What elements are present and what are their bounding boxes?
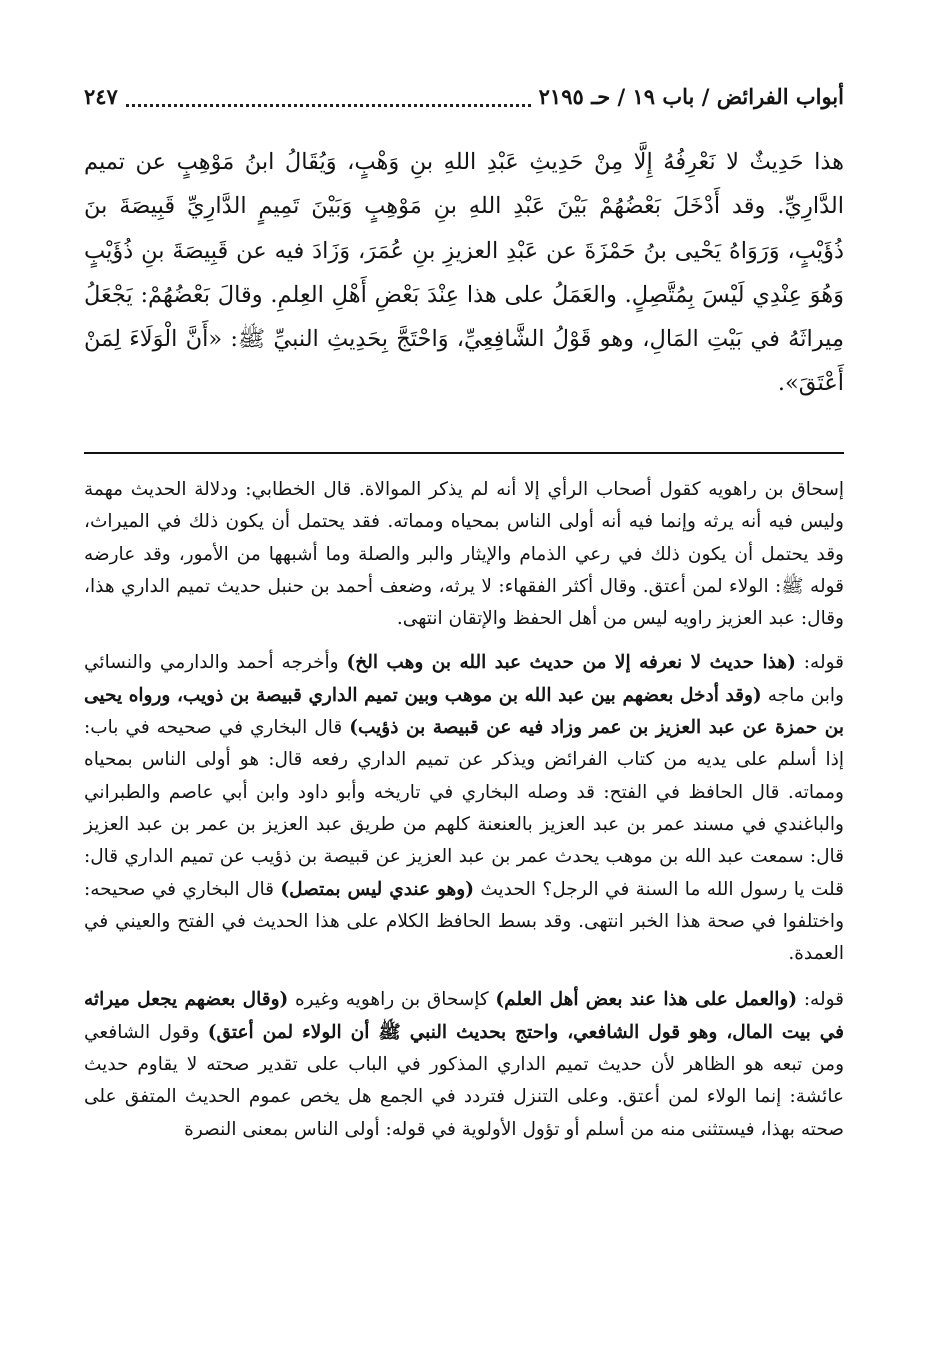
running-header (84, 84, 844, 118)
quoted-text: (والعمل على هذا عند بعض أهل العلم) (495, 989, 798, 1011)
commentary-text: وقول الشافعي ومن تبعه هو الظاهر لأن حديث تميم الداري المذكور في الباب على تقدير صحته لا يقاوم حديث عائشة: إنما الولاء لمن أعتق. وعلى التنزل فتردد في الجمع هل يخص عموم الحديث المتفق على صحته بهذا، فيستثنى منه من أسلم أو تؤول الأولوية في قوله: أولى الناس بمعنى النصرة (84, 1021, 844, 1140)
commentary-paragraph-3 (84, 984, 844, 1145)
commentary-paragraph-1: إسحاق بن راهويه كقول أصحاب الرأي إلا أنه لم يذكر الموالاة. قال الخطابي: ودلالة الحديث مهمة وليس فيه أنه يرثه وإنما فيه أنه أولى الناس بمحياه ومماته. فقد يحتمل أن يكون ذلك في الميراث، وقد يحتمل أن يكون ذلك في رعي الذمام والإيثار والبر والصلة وما أشبهها من الأمور، وقد عارضه قوله ﷺ: الولاء لمن أعتق. وقال أكثر الفقهاء: لا يرثه، وضعف أحمد بن حنبل حديث تميم الداري هذا، وقال: عبد العزيز راويه ليس من أهل الحفظ والإتقان انتهى. (84, 479, 844, 630)
page-number: ٢٤٧ (84, 84, 118, 109)
header-title: أبواب الفرائض / باب ١٩ / حـ ٢١٩٥ (538, 84, 844, 109)
commentary-paragraph-2 (84, 647, 844, 970)
commentary-text: كإسحاق بن راهويه وغيره (288, 989, 496, 1011)
quoted-text: (وهو عندي ليس بمتصل) (280, 878, 474, 900)
commentary-text: قال البخاري في صحيحه في باب: إذا أسلم على يديه من كتاب الفرائض ويذكر عن تميم الداري رفعه قال: هو أولى الناس بمحياه ومماته. قال الحافظ في الفتح: قد وصله البخاري في تاريخه وأبو داود وابن أبي عاصم والطبراني والباغندي في مسند عمر بن عبد العزيز بالعنعنة كلهم من طريق عبد العزيز بن عمر بن عبد العزيز قال: سمعت عبد الله بن موهب يحدث عمر بن عبد العزيز عن قبيصة بن ذؤيب عن تميم الداري قال: قلت يا رسول الله ما السنة في الرجل؟ الحديث (84, 717, 844, 900)
commentary-text: وأخرجه أحمد والدارمي والنسائي وابن ماجه (84, 652, 844, 706)
quoted-text: (وقال بعضهم يجعل ميراثه في بيت المال، وهو قول الشافعي، واحتج بحديث النبي ﷺ أن الولاء لمن أعتق) (84, 989, 844, 1043)
commentary-text: قال البخاري في صحيحه: واختلفوا في صحة هذا الخبر انتهى. وقد بسط الحافظ الكلام على هذا الحديث في الفتح والعيني في العمدة. (84, 878, 844, 965)
quoted-text: (هذا حديث لا نعرفه إلا من حديث عبد الله بن وهب الخ) (346, 652, 796, 674)
quoted-text: (وقد أدخل بعضهم بين عبد الله بن موهب وبين تميم الداري قبيصة بن ذويب، ورواه يحيى بن حمزة عن عبد العزيز بن عمر وزاد فيه عن قبيصة بن ذؤيب) (84, 684, 844, 739)
main-text-block (84, 140, 844, 406)
footnote-separator (84, 452, 844, 454)
commentary-lead: قوله: (795, 652, 844, 674)
header-leader-dots (126, 104, 531, 107)
commentary-block (84, 474, 844, 1160)
commentary-lead: قوله: (797, 989, 845, 1011)
main-paragraph: هذا حَدِيثٌ لا نَعْرِفُهُ إِلَّا مِنْ حَدِيثِ عَبْدِ اللهِ بنِ وَهْبٍ، وَيُقَالُ ابنُ مَوْهِبٍ عن تميم الدَّارِيِّ. وقد أَدْخَلَ بَعْضُهُمْ بَيْنَ عَبْدِ اللهِ بنِ مَوْهِبٍ وَبَيْنَ تَمِيمٍ الدَّارِيِّ قَبِيصَةَ بنَ ذُؤَيْبٍ، وَرَوَاهُ يَحْيى بنُ حَمْزَةَ عن عَبْدِ العزيزِ بنِ عُمَرَ، وَزَادَ فيه عن قَبِيصَةَ بنِ ذُؤَيْبٍ وَهُوَ عِنْدِي لَيْسَ بِمُتَّصِلٍ. والعَمَلُ على هذا عِنْدَ بَعْضِ أَهْلِ العِلمِ. وقالَ بَعْضُهُمْ: يَجْعَلُ مِيراثَهُ في بَيْتِ المَالِ، وهو قَوْلُ الشَّافِعِيِّ، وَاحْتَجَّ بِحَدِيثِ النبيِّ ﷺ: «أَنَّ الْوَلَاءَ لِمَنْ أَعْتَقَ». (84, 149, 844, 397)
